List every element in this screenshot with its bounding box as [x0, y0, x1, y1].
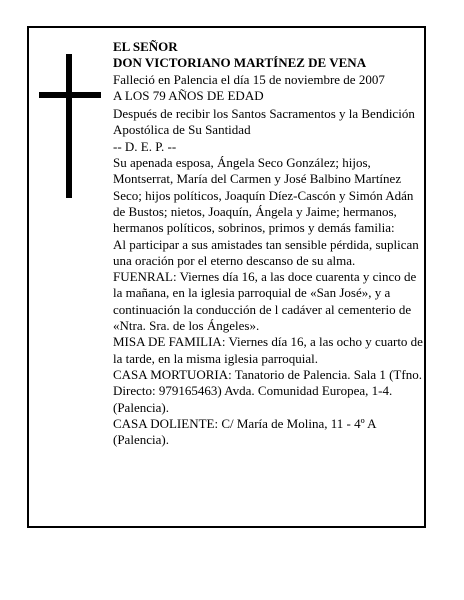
cross-vertical-bar	[66, 54, 72, 198]
latin-cross-icon	[39, 54, 101, 198]
deceased-name: DON VICTORIANO MARTÍNEZ DE VENA	[113, 55, 367, 71]
notice-text	[113, 39, 423, 448]
mourning-house-paragraph: CASA DOLIENTE: C/ María de Molina, 11 - 4º A (Palencia).	[113, 415, 376, 448]
obituary-notice	[27, 26, 426, 528]
funeral-paragraph: FUENRAL: Viernes día 16, a las doce cuarenta y cinco de la mañana, en la iglesia parroquial de «San José», y a continuación la conducción de l cadáver al cementerio de «Ntra. Sra. de los Ángeles».	[113, 269, 417, 334]
prayer-request-paragraph: Al participar a sus amistades tan sensible pérdida, suplican una oración por el eterno descanso de su alma.	[113, 236, 419, 268]
death-date-line: Falleció en Palencia el día 15 de noviembre de 2007	[113, 71, 385, 87]
family-paragraph: Su apenada esposa, Ángela Seco González; hijos, Montserrat, María del Carmen y José Balbino Martínez Seco; hijos políticos, Joaquín Díez-Cascón y Simón Adán de Bustos; nietos, Joaquín, Ángela y Jaime; hermanos, hermanos políticos, sobrinos, primos y demás familia:	[113, 155, 414, 236]
title-line-1: EL SEÑOR	[113, 39, 178, 54]
rip-line: -- D. E. P. --	[113, 138, 177, 154]
family-mass-paragraph: MISA DE FAMILIA: Viernes día 16, a las ocho y cuarto de la tarde, en la misma iglesia parroquial.	[113, 334, 423, 366]
age-line: A LOS 79 AÑOS DE EDAD	[113, 87, 264, 103]
mortuary-paragraph: CASA MORTUORIA: Tanatorio de Palencia. Sala 1 (Tfno. Directo: 979165463) Avda. Comunidad Europea, 1-4. (Palencia).	[113, 366, 422, 415]
sacraments-paragraph: Después de recibir los Santos Sacramentos y la Bendición Apostólica de Su Santidad	[113, 106, 415, 138]
cross-horizontal-bar	[39, 92, 101, 98]
